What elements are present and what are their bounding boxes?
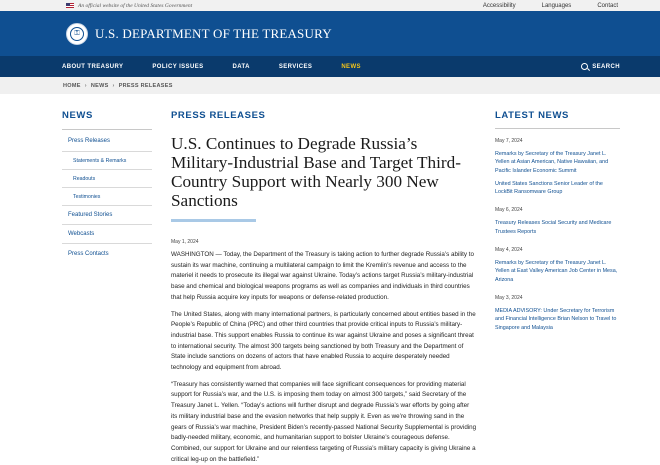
article bbox=[171, 110, 477, 465]
breadcrumb-home[interactable]: HOME bbox=[63, 82, 81, 89]
search-label: SEARCH bbox=[592, 63, 620, 70]
news-date: May 6, 2024 bbox=[495, 207, 523, 214]
divider bbox=[495, 128, 620, 129]
site-header bbox=[0, 11, 660, 56]
nav-news[interactable]: NEWS bbox=[341, 63, 361, 70]
article-paragraph: “Treasury has consistently warned that companies will face significant consequences for providing material support for Russia’s war, and the U.S. is imposing them today on almost 300 targets,” said Secretary of the Treasury Janet L. Yellen. “Today’s actions will further disrupt and degrade Russia’s war efforts by going after its military industrial base and the evasion networks that help supply it. Even as we’re throwing sand in the gears of Russia’s war machine, President Biden’s recently-passed National Security Supplemental is providing badly-needed military, economic, and humanitarian support to bolster Ukraine’s courageous defense. Combined, our support for Ukraine and our relentless targeting of Russia’s military capacity is giving Ukraine a critical leg-up on the battlefield.” bbox=[171, 380, 477, 463]
sidebar-item-featured-stories[interactable]: Featured Stories bbox=[62, 206, 152, 225]
official-site-text: An official website of the United States Government bbox=[78, 2, 193, 9]
search-button[interactable] bbox=[581, 56, 620, 77]
breadcrumb-separator: › bbox=[84, 82, 87, 89]
nav-data[interactable]: DATA bbox=[232, 63, 250, 70]
news-link[interactable]: Remarks by Secretary of the Treasury Janet L. Yellen at Asian American, Native Hawaiian, and Pacific Islander Economic Summit bbox=[495, 151, 609, 174]
main-nav bbox=[0, 56, 660, 77]
sidebar-title: NEWS bbox=[62, 110, 93, 121]
article-date: May 1, 2024 bbox=[171, 239, 199, 245]
sidebar-item-statements-remarks[interactable]: Statements & Remarks bbox=[62, 152, 152, 170]
article-paragraph: The United States, along with many international partners, is particularly concerned about entities based in the People’s Republic of China (PRC) and other third countries that provide critical inputs to Russia’s military-industrial base. This support enables Russia to continue its war against Ukraine and poses a significant threat to international security. The almost 300 targets being sanctioned by both Treasury and the Department of State include sanctions on dozens of actors that have enabled Russia to acquire desperately needed technology and equipment from abroad. bbox=[171, 310, 476, 372]
news-link[interactable]: United States Sanctions Senior Leader of the LockBit Ransomware Group bbox=[495, 180, 603, 196]
breadcrumb-separator: › bbox=[112, 82, 115, 89]
sidebar-item-press-contacts[interactable]: Press Contacts bbox=[68, 250, 109, 257]
official-banner bbox=[0, 0, 660, 11]
contact-link[interactable]: Contact bbox=[597, 2, 618, 9]
news-link[interactable]: MEDIA ADVISORY: Under Secretary for Terrorism and Financial Intelligence Brian Nelson to Travel to Singapore and Malaysia bbox=[495, 307, 617, 331]
seal-key-icon: ⚿ bbox=[70, 27, 84, 41]
latest-news bbox=[495, 110, 620, 332]
title-accent-bar bbox=[171, 219, 256, 222]
news-link[interactable]: Remarks by Secretary of the Treasury Janet L. Yellen at East Valley American Job Center in Mesa, Arizona bbox=[495, 260, 618, 283]
sidebar-item-webcasts[interactable]: Webcasts bbox=[62, 225, 152, 244]
nav-about-treasury[interactable]: ABOUT TREASURY bbox=[62, 63, 124, 70]
site-title[interactable]: U.S. DEPARTMENT OF THE TREASURY bbox=[95, 25, 332, 41]
breadcrumb-news[interactable]: NEWS bbox=[90, 82, 109, 89]
article-category: PRESS RELEASES bbox=[171, 110, 266, 121]
news-date: May 7, 2024 bbox=[495, 138, 523, 144]
article-paragraph: WASHINGTON — Today, the Department of the Treasury is taking action to further degrade Russia’s ability to sustain its war machine, continuing a multilateral campaign to limit the Kremlin’s revenue and access to the materiel it needs to prosecute its illegal war against Ukraine. Today’s actions target Russia’s military-industrial base and chemical and biological weapons programs as well as companies and individuals in third countries that help Russia acquire key inputs for weapons or defense-related production. bbox=[171, 251, 474, 301]
sidebar-item-readouts[interactable]: Readouts bbox=[62, 170, 152, 188]
languages-link[interactable]: Languages bbox=[541, 2, 572, 9]
page-title: U.S. Continues to Degrade Russia’s Military-Industrial Base and Target Third-Country Support with Nearly 300 New Sanctions bbox=[171, 134, 461, 210]
nav-services[interactable]: SERVICES bbox=[278, 63, 313, 70]
news-date: May 3, 2024 bbox=[495, 294, 523, 301]
accessibility-link[interactable]: Accessibility bbox=[482, 2, 516, 9]
breadcrumb bbox=[0, 77, 660, 94]
treasury-seal-logo[interactable] bbox=[66, 23, 88, 45]
sidebar-item-press-releases[interactable]: Press Releases bbox=[62, 130, 152, 152]
search-icon bbox=[581, 63, 588, 70]
nav-policy-issues[interactable]: POLICY ISSUES bbox=[152, 63, 204, 70]
news-date: May 4, 2024 bbox=[495, 247, 523, 254]
us-flag-icon bbox=[66, 3, 74, 8]
news-sidebar bbox=[62, 110, 152, 263]
news-link[interactable]: Treasury Releases Social Security and Medicare Trustees Reports bbox=[495, 220, 612, 235]
utility-links bbox=[483, 0, 618, 11]
sidebar-item-testimonies[interactable]: Testimonies bbox=[62, 188, 152, 206]
breadcrumb-press-releases: PRESS RELEASES bbox=[118, 82, 173, 89]
latest-news-title: LATEST NEWS bbox=[495, 110, 569, 121]
